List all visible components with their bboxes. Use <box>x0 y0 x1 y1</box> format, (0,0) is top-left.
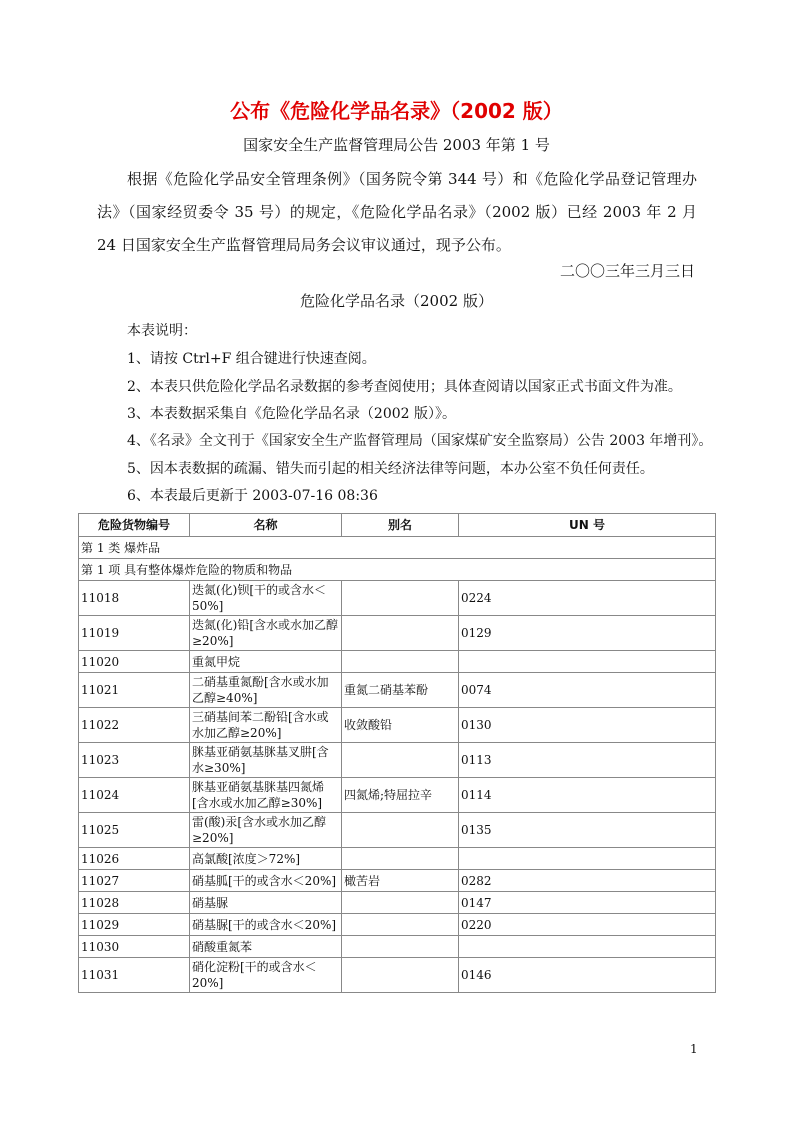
cell-un <box>459 651 716 673</box>
note-item: 6、本表最后更新于 2003-07-16 08:36 <box>127 488 378 504</box>
header-name: 名称 <box>190 514 342 537</box>
note-item: 1、请按 Ctrl+F 组合键进行快速查阅。 <box>127 351 376 367</box>
cell-alias <box>342 581 459 616</box>
cell-name: 脒基亚硝氨基脒基叉肼[含水≥30%] <box>190 743 342 778</box>
cell-un: 0074 <box>459 673 716 708</box>
header-un: UN 号 <box>459 514 716 537</box>
cell-alias <box>342 892 459 914</box>
cell-alias <box>342 743 459 778</box>
cell-id: 11026 <box>79 848 190 870</box>
table-row <box>79 581 716 616</box>
cell-name: 硝基脲[干的或含水＜20%] <box>190 914 342 936</box>
cell-id: 11022 <box>79 708 190 743</box>
class-row <box>79 537 716 559</box>
cell-alias <box>342 813 459 848</box>
cell-un <box>459 936 716 958</box>
cell-un: 0114 <box>459 778 716 813</box>
note-item: 4、《名录》全文刊于《国家安全生产监督管理局（国家煤矿安全监察局）公告 2003 年增刊》。 <box>127 433 713 449</box>
table-row <box>79 958 716 993</box>
cell-id: 11020 <box>79 651 190 673</box>
cell-name: 硝酸重氮苯 <box>190 936 342 958</box>
table-header-row <box>79 514 716 537</box>
cell-id: 11023 <box>79 743 190 778</box>
note-item: 5、因本表数据的疏漏、错失而引起的相关经济法律等问题，本办公室不负任何责任。 <box>127 461 654 477</box>
item-label: 第 1 项 具有整体爆炸危险的物质和物品 <box>79 559 716 581</box>
cell-name: 三硝基间苯二酚铅[含水或水加乙醇≥20%] <box>190 708 342 743</box>
table-row <box>79 743 716 778</box>
notes-heading: 本表说明： <box>127 323 197 339</box>
cell-un: 0147 <box>459 892 716 914</box>
cell-alias: 橄苦岩 <box>342 870 459 892</box>
table-row <box>79 673 716 708</box>
header-id: 危险货物编号 <box>79 514 190 537</box>
table-row <box>79 892 716 914</box>
cell-un: 0220 <box>459 914 716 936</box>
cell-id: 11030 <box>79 936 190 958</box>
cell-alias: 四氮烯;特屈拉辛 <box>342 778 459 813</box>
note-item: 2、本表只供危险化学品名录数据的参考查阅使用；具体查阅请以国家正式书面文件为准。 <box>127 379 682 395</box>
table-row <box>79 813 716 848</box>
cell-un: 0224 <box>459 581 716 616</box>
document-title: 公布《危险化学品名录》（2002 版） <box>230 99 563 123</box>
cell-alias: 收敛酸铅 <box>342 708 459 743</box>
cell-un: 0130 <box>459 708 716 743</box>
chemical-list-table <box>78 513 716 993</box>
cell-un: 0129 <box>459 616 716 651</box>
table-row <box>79 870 716 892</box>
table-row <box>79 616 716 651</box>
cell-name: 硝化淀粉[干的或含水＜20%] <box>190 958 342 993</box>
cell-alias <box>342 616 459 651</box>
cell-id: 11021 <box>79 673 190 708</box>
cell-name: 高氯酸[浓度＞72%] <box>190 848 342 870</box>
cell-alias <box>342 914 459 936</box>
cell-un: 0282 <box>459 870 716 892</box>
cell-alias <box>342 958 459 993</box>
cell-id: 11019 <box>79 616 190 651</box>
table-row <box>79 651 716 673</box>
cell-un: 0113 <box>459 743 716 778</box>
date-line: 二〇〇三年三月三日 <box>559 262 695 280</box>
cell-name: 重氮甲烷 <box>190 651 342 673</box>
table-row <box>79 914 716 936</box>
page-number: 1 <box>690 1042 698 1056</box>
cell-name: 二硝基重氮酚[含水或水加乙醇≥40%] <box>190 673 342 708</box>
table-row <box>79 708 716 743</box>
cell-id: 11027 <box>79 870 190 892</box>
table-row <box>79 778 716 813</box>
cell-name: 硝基胍[干的或含水＜20%] <box>190 870 342 892</box>
cell-alias: 重氮二硝基苯酚 <box>342 673 459 708</box>
cell-id: 11031 <box>79 958 190 993</box>
cell-id: 11024 <box>79 778 190 813</box>
cell-un <box>459 848 716 870</box>
note-item: 3、本表数据采集自《危险化学品名录（2002 版）》。 <box>127 406 456 422</box>
cell-id: 11028 <box>79 892 190 914</box>
table-row <box>79 936 716 958</box>
cell-un: 0135 <box>459 813 716 848</box>
cell-alias <box>342 651 459 673</box>
cell-name: 迭氮(化)钡[干的或含水＜50%] <box>190 581 342 616</box>
list-subtitle: 危险化学品名录（2002 版） <box>300 292 493 310</box>
cell-id: 11025 <box>79 813 190 848</box>
cell-id: 11029 <box>79 914 190 936</box>
item-row <box>79 559 716 581</box>
announcement-line: 国家安全生产监督管理局公告 2003 年第 1 号 <box>243 136 550 154</box>
cell-name: 雷(酸)汞[含水或水加乙醇≥20%] <box>190 813 342 848</box>
body-paragraph: 根据《危险化学品安全管理条例》（国务院令第 344 号）和《危险化学品登记管理办法》（国家经贸委令 35 号）的规定，《危险化学品名录》（2002 版）已经 2003 年 2 月 24 日国家安全生产监督管理局局务会议审议通过，现予公布。 <box>97 170 697 254</box>
cell-id: 11018 <box>79 581 190 616</box>
cell-un: 0146 <box>459 958 716 993</box>
cell-alias <box>342 936 459 958</box>
cell-alias <box>342 848 459 870</box>
header-alias: 别名 <box>342 514 459 537</box>
table-row <box>79 848 716 870</box>
cell-name: 脒基亚硝氨基脒基四氮烯[含水或水加乙醇≥30%] <box>190 778 342 813</box>
cell-name: 硝基脲 <box>190 892 342 914</box>
class-label: 第 1 类 爆炸品 <box>79 537 716 559</box>
cell-name: 迭氮(化)铅[含水或水加乙醇≥20%] <box>190 616 342 651</box>
